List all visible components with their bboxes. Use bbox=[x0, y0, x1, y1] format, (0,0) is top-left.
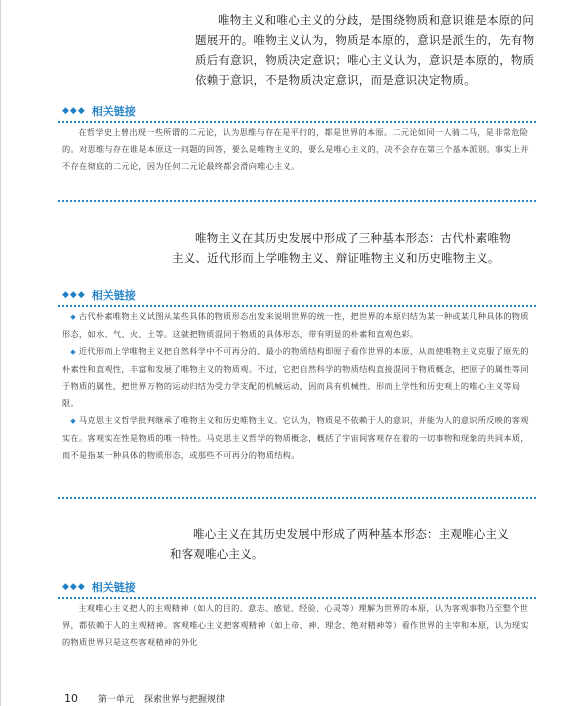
diamond-bullet-icon: ◆ bbox=[70, 417, 76, 425]
list-item: ◆ 近代形而上学唯物主义把自然科学中不可再分的、最小的物质结构即原子看作世界的本原，从而使唯物主义克服了原先的朴素性和直观性，丰富和发展了唯物主义的物质观。不过，它把自然科学的物质结构直接混同于物质概念，把原子的属性等同于物质的属性，把世界万物的运动归结为受力学支配的机械运动，因而具有机械性、形而上学性和历史观上的唯心主义等局限。 bbox=[62, 346, 529, 408]
section-paragraph: 唯物主义在其历史发展中形成了三种基本形态：古代朴素唯物主义、近代形而上学唯物主义、辩证唯物主义和历史唯物主义。 bbox=[172, 231, 511, 265]
related-link-title: 相关链接 bbox=[91, 105, 136, 118]
diamond-bullet-icon: ◆ bbox=[70, 313, 76, 321]
divider-top-2 bbox=[58, 305, 536, 307]
divider-bottom-2 bbox=[58, 497, 536, 499]
footer-title: 探索世界与把握规律 bbox=[144, 695, 226, 705]
list-item: ◆ 古代朴素唯物主义试图从某些具体的物质形态出发来说明世界的统一性，把世界的本原归结为某一种或某几种具体的物质形态，如水、气、火、土等。这就把物质混同于物质的具体形态，带有明显的朴素和直观色彩。 bbox=[62, 311, 529, 339]
related-link-title: 相关链接 bbox=[91, 581, 136, 594]
related-link-content-2 bbox=[62, 308, 534, 464]
section-idealism-forms bbox=[170, 524, 520, 564]
related-link-paragraph: 在哲学史上曾出现一些所谓的二元论，认为思维与存在是平行的，都是世界的本原。二元论如同一人骑二马，是非常危险的。对思维与存在谁是本原这一问题的回答，要么是唯物主义的，要么是唯心主义的，决不会存在第三个基本派别。事实上并不存在彻底的二元论，因为任何二元论最终都会滑向唯心主义。 bbox=[62, 127, 529, 171]
divider-bottom-1 bbox=[58, 200, 536, 202]
divider-top-1 bbox=[58, 121, 536, 123]
page-number: 10 bbox=[64, 692, 78, 705]
section-materialism-idealism bbox=[195, 10, 535, 90]
footer-unit: 第一单元 bbox=[98, 695, 135, 705]
related-link-content-3 bbox=[62, 600, 534, 651]
diamond-icon: ◆◆◆ bbox=[62, 582, 86, 592]
section-materialism-forms bbox=[172, 228, 517, 268]
related-link-content-1 bbox=[62, 124, 534, 175]
section-paragraph: 唯物主义和唯心主义的分歧，是围绕物质和意识谁是本原的问题展开的。唯物主义认为，物质是本原的，意识是派生的，先有物质后有意识，物质决定意识；唯心主义认为，意识是本原的，物质依赖于意识，不是物质决定意识，而是意识决定物质。 bbox=[195, 13, 535, 87]
related-link-paragraph: 主观唯心主义把人的主观精神（如人的目的、意志、感觉、经验、心灵等）理解为世界的本原，认为客观事物乃至整个世界，都依赖于人的主观精神。客观唯心主义把客观精神（如上帝、神、理念、绝对精神等）看作世界的主宰和本原，认为现实的物质世界只是这些客观精神的外化 bbox=[62, 603, 529, 647]
section-paragraph: 唯心主义在其历史发展中形成了两种基本形态：主观唯心主义和客观唯心主义。 bbox=[170, 527, 509, 561]
divider-top-3 bbox=[58, 597, 536, 599]
diamond-icon: ◆◆◆ bbox=[62, 106, 86, 116]
related-link-title: 相关链接 bbox=[91, 289, 136, 302]
diamond-bullet-icon: ◆ bbox=[70, 348, 76, 356]
related-link-header-1 bbox=[62, 102, 136, 120]
list-item: ◆ 马克思主义哲学批判继承了唯物主义和历史唯物主义。它认为，物质是不依赖于人的意识，并能为人的意识所反映的客观实在。客观实在性是物质的唯一特性。马克思主义哲学的物质概念，概括了宇宙间客观存在着的一切事物和现象的共同本质，而不是指某一种具体的物质形态，或那些不可再分的物质结构。 bbox=[62, 415, 529, 460]
page-footer bbox=[64, 692, 225, 705]
related-link-header-3 bbox=[62, 578, 136, 596]
diamond-icon: ◆◆◆ bbox=[62, 290, 86, 300]
related-link-header-2 bbox=[62, 286, 136, 304]
